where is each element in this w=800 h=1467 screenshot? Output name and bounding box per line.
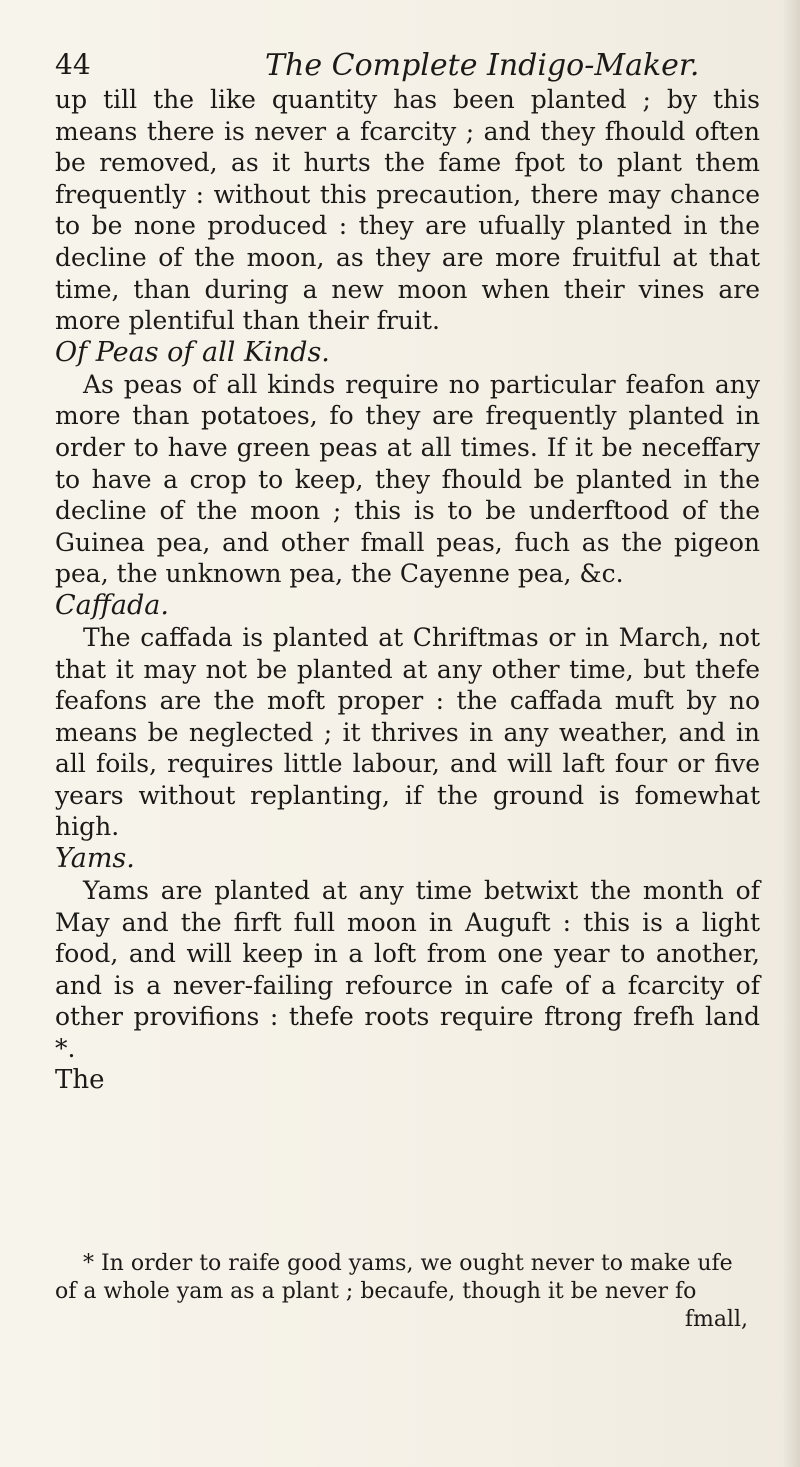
page-number: 44 xyxy=(55,48,91,81)
heading-yams: Yams. xyxy=(55,843,135,875)
paragraph-peas: As peas of all kinds require no particular feafon any more than potatoes, fo they are frequently planted in order to have green peas at all times. If it be neceffary to have a crop to keep, they fhould be planted in the decline of the moon ; this is to be underftood of the Guinea pea, and other fmall peas, fuch as the pigeon pea, the unknown pea, the Cayenne pea, &c. xyxy=(55,369,760,589)
footnote-catchword: fmall, xyxy=(684,1307,748,1332)
heading-peas: Of Peas of all Kinds. xyxy=(55,336,330,368)
paragraph-cassada: The caffada is planted at Chriftmas or in March, not that it may not be planted at any other time, but thefe feafons are the moft proper : the caffada muft by no means be neglected ; it thrives in any weather, and in all foils, requires little labour, and will laft four or five years without replanting, if the ground is fomewhat high. xyxy=(55,622,760,842)
running-title: The Complete Indigo-Maker. xyxy=(265,48,700,83)
body-text xyxy=(55,84,760,1096)
paragraph-yams: Yams are planted at any time betwixt the month of May and the firft full moon in Auguft : this is a light food, and will keep in a loft from one year to another, and is a never-failing refource in cafe of a fcarcity of other provifions : thefe roots require ftrong frefh land *. xyxy=(55,876,760,1064)
footnote xyxy=(55,1250,760,1334)
page-edge-shadow xyxy=(782,0,800,1467)
footnote-text: * In order to raife good yams, we ought never to make ufe of a whole yam as a plant ; becaufe, though it be never fo xyxy=(55,1251,733,1304)
heading-cassada: Caffada. xyxy=(55,589,169,621)
running-header xyxy=(55,48,745,88)
catchword: The xyxy=(55,1064,105,1095)
paragraph-potatoes: up till the like quantity has been planted ; by this means there is never a fcarcity ; and they fhould often be removed, as it hurts the fame fpot to plant them frequently : without this precaution, there may chance to be none produced : they are ufually planted in the decline of the moon, as they are more fruitful at that time, than during a new moon when their vines are more plentiful than their fruit. xyxy=(55,85,760,336)
